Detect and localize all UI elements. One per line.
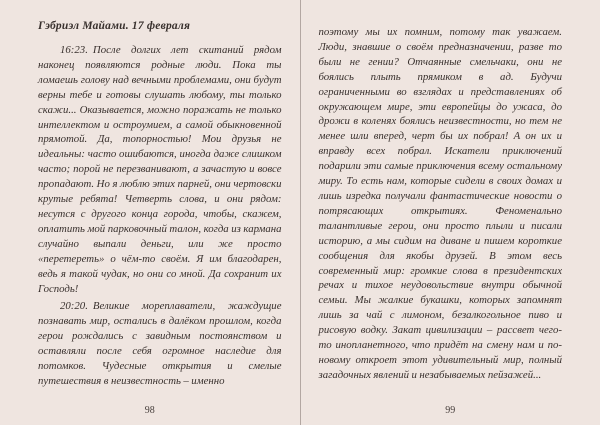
page-right: [301, 0, 600, 425]
page-number-left: 98: [144, 405, 155, 416]
page-number-right: 99: [445, 405, 456, 416]
diary-entry-2: [38, 299, 282, 388]
diary-entry-1: [38, 43, 282, 296]
entry-text: поэтому мы их помним, потому так уважаем. Люди, знавшие о своём предназначении, разве то были не гении? Отчаянные смельчаки, они не боялись плыть прямиком в ад. Будучи ограниченными во взглядах и представлениях об окружающем мире, эти европейцы до ужаса, до дрожи в коленях боялись неизвестности, но тем не менее шли вперед, черт бы их побрал! А он их и вправду всех побрал. Искатели приключений подарили эти самые приключения всему остальному миру. То есть нам, которые сидели в своих домах и лишь изредка получали фантастические новости о потрясающих открытиях. Феноменально талантливые герои, они просто плыли и писали историю, а мы сидим на диване и пишем короткие сообщения для якобы друзей. В этом весь современный мир: громкие слова в президентских речах и тихое неудовольствие внутри обычной семьи. Мы жалкие букашки, которых запомнят лишь за чай с лимоном, безалкогольное пиво и рисовую водку. Закат цивилизации – рассвет чего-то инопланетного, что придёт на смену нам и по-новому откроет этот удивительный мир, полный загадочных явлений и незабываемых пейзажей...: [318, 26, 562, 381]
chapter-header: Гэбриэл Майами. 17 февраля: [38, 20, 191, 32]
entry-time: 20:20.: [60, 300, 88, 313]
entry-text: После долгих лет скитаний рядом наконец появляются родные люди. Пока ты ломаешь голову над вечными проблемами, они будут верны тебе и готовы слушать любому, ты только скажи... Оказывается, можно поражать не только интеллектом и остроумием, а самой обыкновенной прямотой. Да, топорностью! Мои друзья не идеальны: часто ошибаются, иногда даже слишком часто; порой не перезванивают, а зачастую и вовсе пропадают. Но я люблю этих парней, они чертовски крутые ребята! Четверть слова, и они рядом: несутся с другого конца города, чтобы, скажем, оплатить мой парковочный талон, когда из кармана случайно выпали деньги, или же просто «перетереть» о чём-то своём. Я им благодарен, ведь я такой чудак, но они со мной. Да сохранит их Господь!: [38, 44, 282, 295]
entry-time: 16:23.: [60, 44, 88, 56]
entry-text: Великие мореплаватели, жаждущие познавать мир, остались в далёком прошлом, когда герои рождались с завидным постоянством и оставляли после себя огромное наследие для потомков. Чудесные открытия и смелые путешествия в неизвестность – именно: [38, 300, 282, 387]
diary-entry-continuation: [319, 25, 563, 383]
